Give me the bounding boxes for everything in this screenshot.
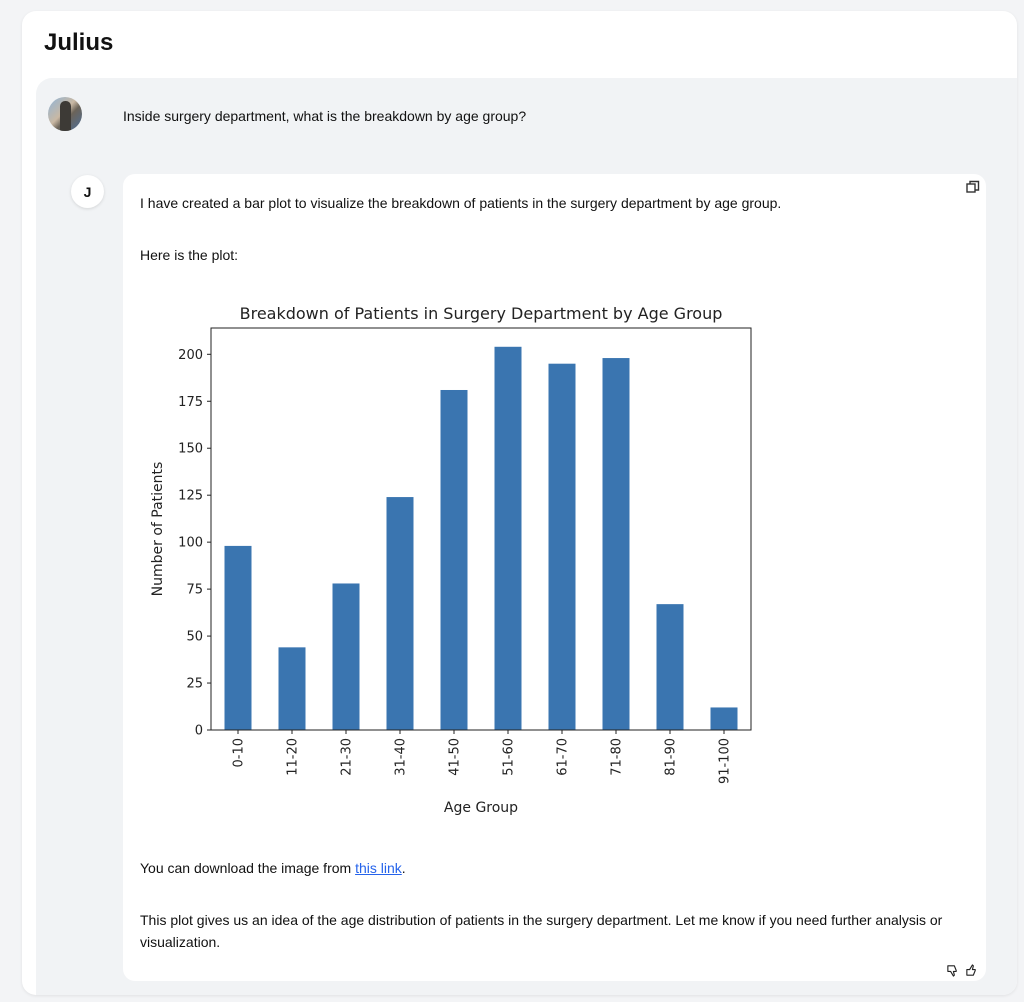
bot-avatar: J	[71, 175, 104, 208]
y-tick-label: 150	[178, 441, 203, 457]
bar-0-10	[225, 546, 252, 730]
closing-text: This plot gives us an idea of the age distribution of patients in the surgery department. Let me know if you need further analysis or visualization.	[140, 912, 943, 950]
thumbs-up-icon[interactable]	[965, 964, 978, 977]
bar-31-40	[387, 497, 414, 730]
x-tick-label: 31-40	[393, 738, 409, 776]
bar-41-50	[441, 390, 468, 730]
app-title: Julius	[44, 29, 114, 56]
bar-61-70	[549, 364, 576, 730]
y-tick-label: 125	[178, 488, 203, 504]
bar-81-90	[657, 604, 684, 730]
x-tick-label: 91-100	[717, 738, 733, 785]
bar-91-100	[711, 707, 738, 730]
bar-11-20	[279, 647, 306, 730]
bot-message	[123, 174, 986, 981]
x-tick-label: 41-50	[447, 738, 463, 776]
y-axis-label: Number of Patients	[150, 461, 166, 597]
x-tick-label: 0-10	[231, 738, 247, 768]
x-tick-label: 61-70	[555, 738, 571, 776]
y-tick-label: 75	[186, 582, 203, 598]
y-tick-label: 100	[178, 535, 203, 551]
chart-title: Breakdown of Patients in Surgery Department by Age Group	[239, 304, 723, 323]
download-link[interactable]: this link	[355, 860, 402, 876]
download-text	[140, 857, 406, 879]
bot-plot-lead: Here is the plot:	[140, 247, 239, 263]
user-message: Inside surgery department, what is the breakdown by age group?	[123, 108, 527, 124]
y-tick-label: 200	[178, 347, 203, 363]
bot-intro-text: I have created a bar plot to visualize the breakdown of patients in the surgery department by age group.	[140, 195, 782, 211]
x-tick-label: 71-80	[609, 738, 625, 776]
x-tick-label: 11-20	[285, 738, 301, 776]
y-tick-label: 25	[186, 676, 203, 692]
bar-51-60	[495, 347, 522, 730]
thumbs-down-icon[interactable]	[946, 964, 959, 977]
x-tick-label: 81-90	[663, 738, 679, 776]
download-prefix: You can download the image from	[140, 860, 356, 876]
y-tick-label: 50	[186, 629, 203, 645]
feedback-buttons	[946, 964, 978, 977]
user-avatar	[48, 97, 82, 131]
download-suffix: .	[401, 860, 406, 876]
y-tick-label: 0	[194, 723, 203, 739]
x-tick-label: 51-60	[501, 738, 517, 776]
copy-icon[interactable]	[966, 180, 980, 194]
bar-71-80	[603, 358, 630, 730]
bar-chart	[123, 294, 783, 824]
x-tick-label: 21-30	[339, 738, 355, 776]
y-tick-label: 175	[178, 394, 203, 410]
bar-21-30	[333, 583, 360, 730]
x-axis-label: Age Group	[443, 800, 519, 816]
